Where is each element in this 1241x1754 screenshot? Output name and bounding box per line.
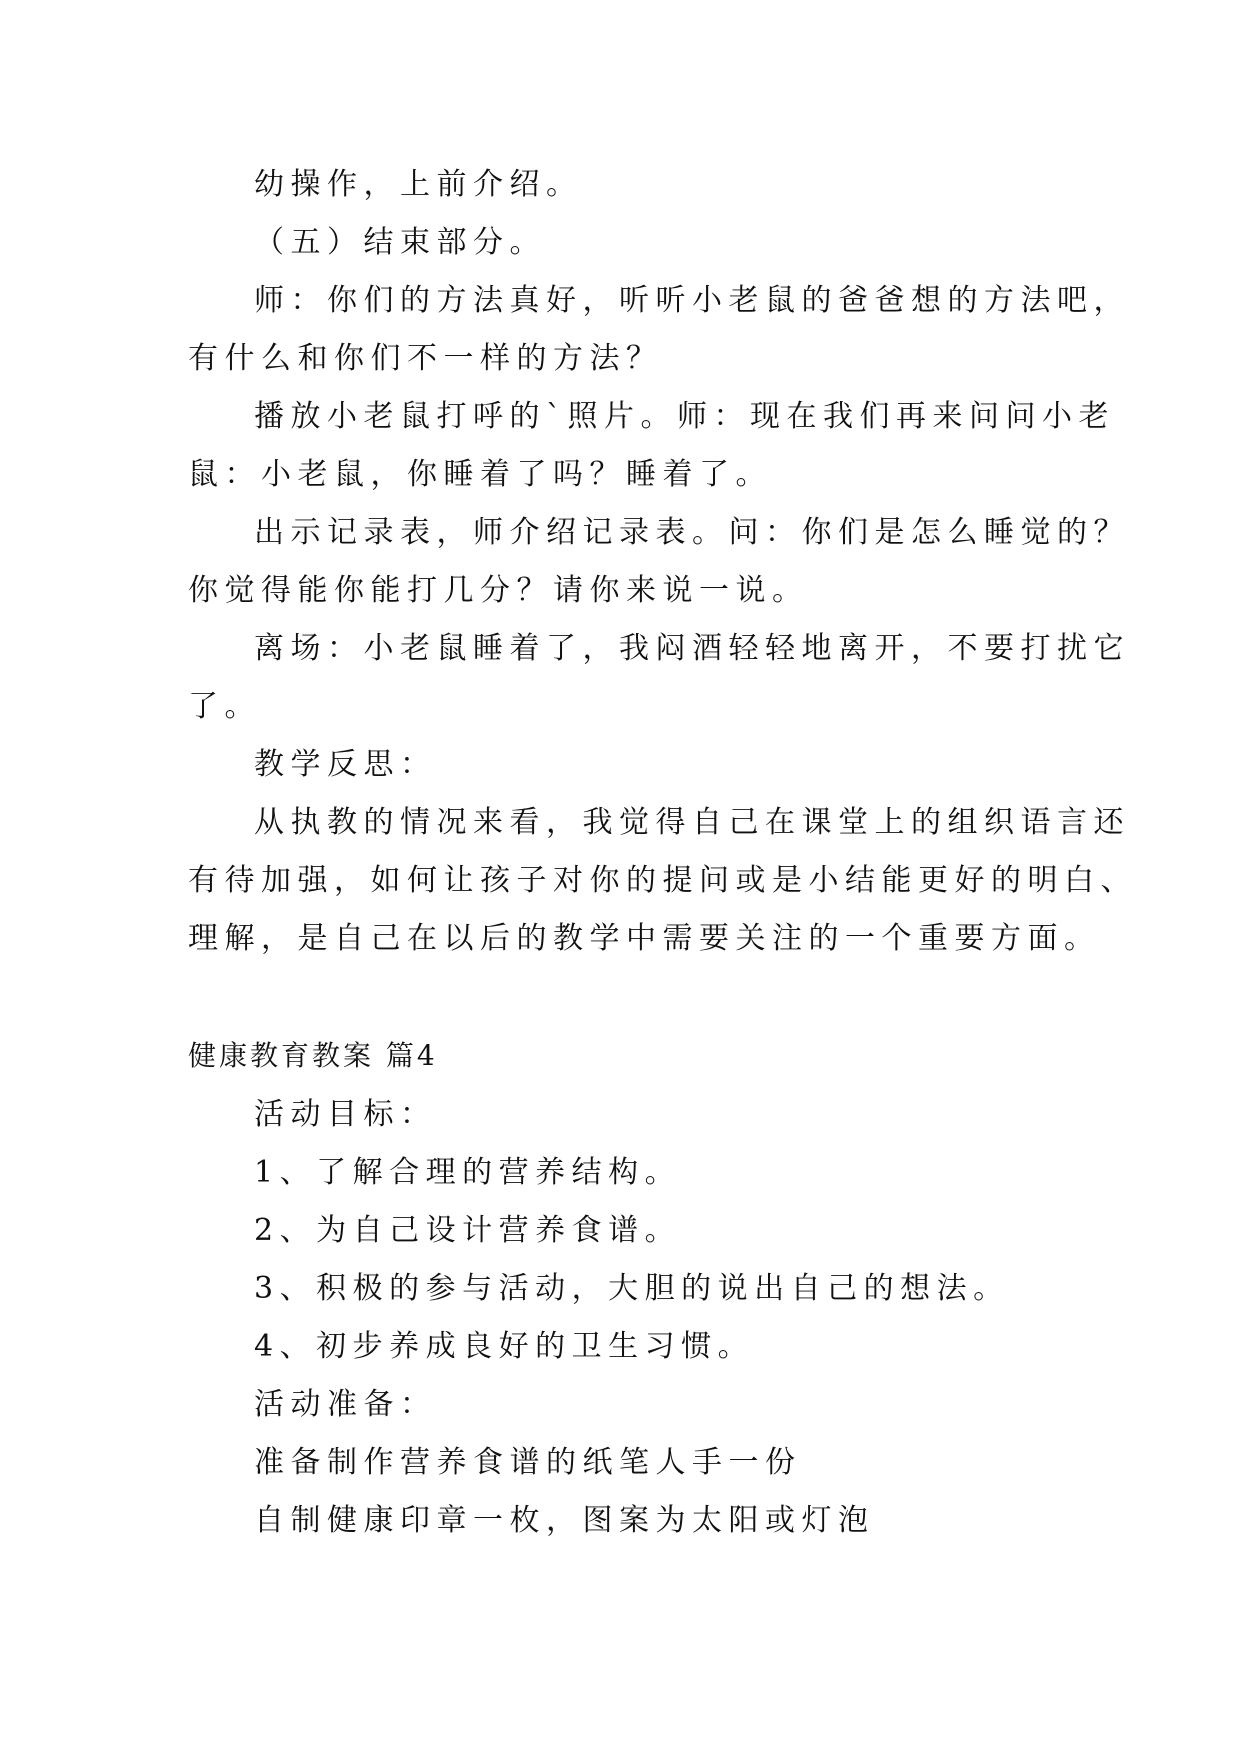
paragraph-line: 活动目标： xyxy=(254,1097,437,1132)
paragraph-line: 播放小老鼠打呼的`照片。师：现在我们再来问问小老 xyxy=(254,399,1115,434)
paragraph-line: 教学反思： xyxy=(254,747,437,782)
paragraph-line: 理解，是自己在以后的教学中需要关注的一个重要方面。 xyxy=(188,921,1101,956)
list-item: 2、为自己设计营养食谱。 xyxy=(254,1213,682,1248)
paragraph-line: 有待加强，如何让孩子对你的提问或是小结能更好的明白、 xyxy=(188,863,1137,898)
list-item: 4、初步养成良好的卫生习惯。 xyxy=(254,1329,755,1364)
section-title: 健康教育教案 篇4 xyxy=(188,1039,438,1072)
paragraph-line: 了。 xyxy=(188,689,261,724)
paragraph-line: 准备制作营养食谱的纸笔人手一份 xyxy=(254,1445,802,1480)
paragraph-line: 活动准备： xyxy=(254,1387,437,1422)
paragraph-line: 你觉得能你能打几分？请你来说一说。 xyxy=(188,573,809,608)
list-item: 1、了解合理的营养结构。 xyxy=(254,1155,682,1190)
paragraph-line: 鼠：小老鼠，你睡着了吗？睡着了。 xyxy=(188,457,772,492)
paragraph-line: （五）结束部分。 xyxy=(254,225,546,260)
paragraph-line: 有什么和你们不一样的方法？ xyxy=(188,341,663,376)
paragraph-line: 离场：小老鼠睡着了，我闷酒轻轻地离开，不要打扰它 xyxy=(254,631,1130,666)
paragraph-line: 从执教的情况来看，我觉得自己在课堂上的组织语言还 xyxy=(254,805,1130,840)
paragraph-line: 自制健康印章一枚，图案为太阳或灯泡 xyxy=(254,1503,875,1538)
paragraph-line: 幼操作，上前介绍。 xyxy=(254,167,583,202)
paragraph-line: 师：你们的方法真好，听听小老鼠的爸爸想的方法吧， xyxy=(254,283,1130,318)
paragraph-line: 出示记录表，师介绍记录表。问：你们是怎么睡觉的？ xyxy=(254,515,1130,550)
list-item: 3、积极的参与活动，大胆的说出自己的想法。 xyxy=(254,1271,1010,1306)
